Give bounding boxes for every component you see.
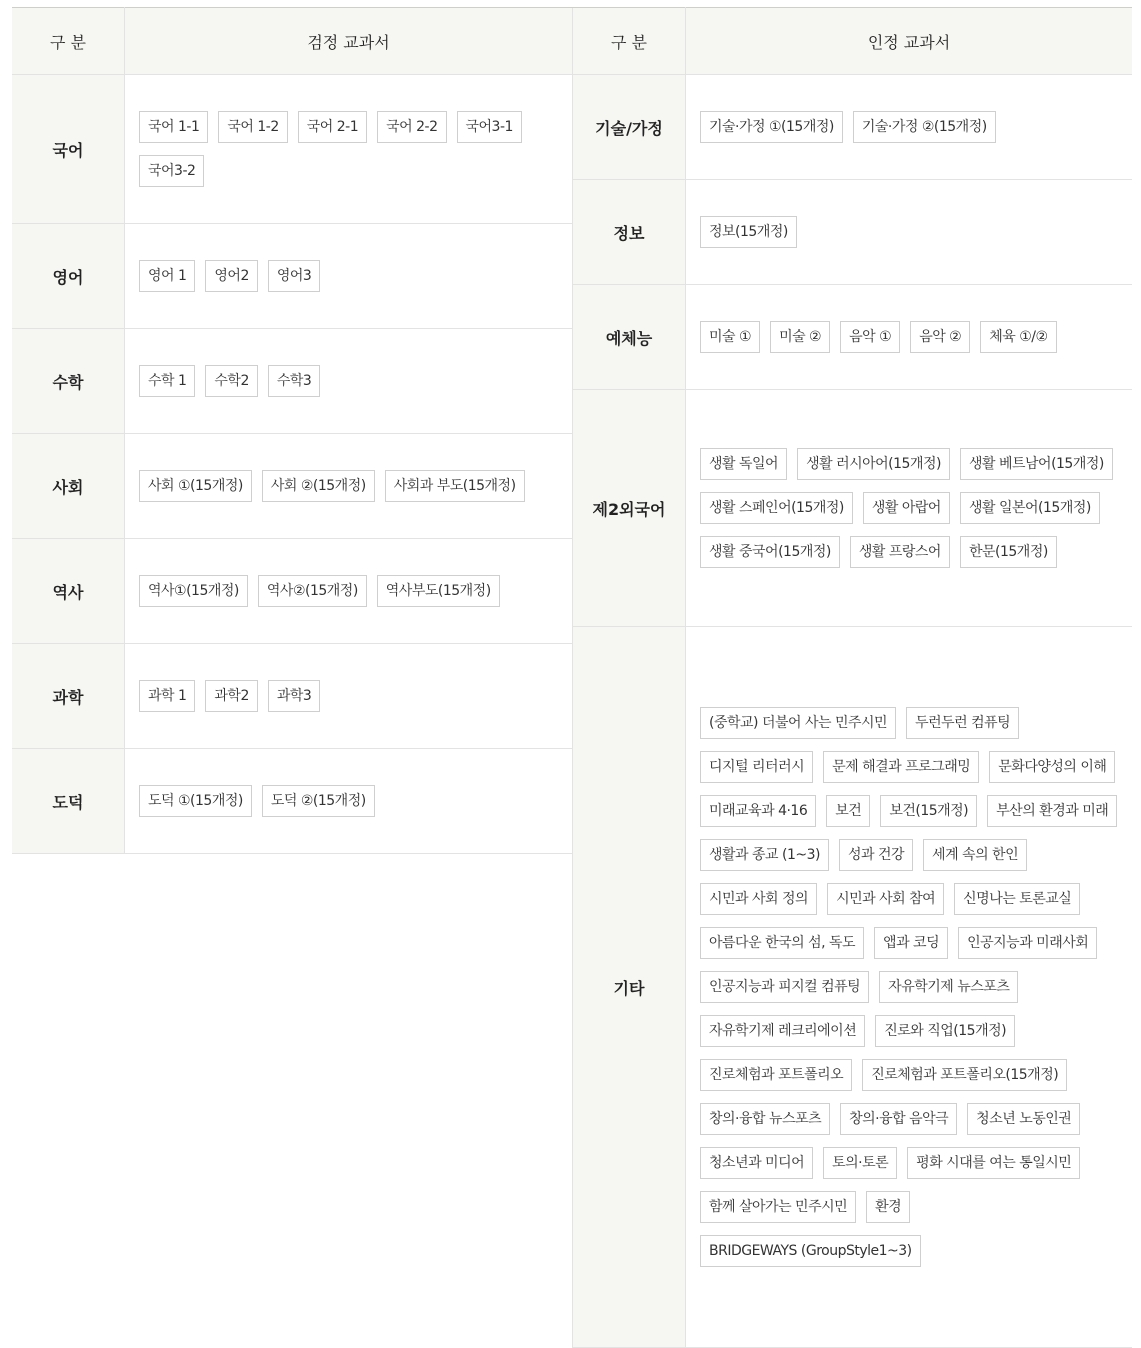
book-chip-etc[interactable]: 토의·토론	[823, 1147, 897, 1179]
book-chip-etc[interactable]: 성과 건강	[839, 839, 913, 871]
book-chip-science[interactable]: 과학 1	[139, 680, 195, 712]
book-list-second-language	[686, 390, 1133, 627]
book-list-science	[125, 644, 573, 749]
book-chip-english[interactable]: 영어2	[205, 260, 257, 292]
subject-row-english	[12, 224, 572, 329]
book-chip-etc[interactable]: 세계 속의 한인	[923, 839, 1027, 871]
table-header-row	[12, 8, 572, 75]
book-list-etc	[686, 627, 1133, 1348]
book-chip-etc[interactable]: 시민과 사회 정의	[700, 883, 817, 915]
subject-row-etc	[573, 627, 1133, 1348]
book-chip-korean[interactable]: 국어 1-2	[218, 111, 287, 143]
subject-label-etc: 기타	[573, 627, 686, 1348]
book-chip-etc[interactable]: 진로체험과 포트폴리오(15개정)	[862, 1059, 1067, 1091]
subject-row-math	[12, 329, 572, 434]
book-chip-second-language[interactable]: 생활 베트남어(15개정)	[960, 448, 1113, 480]
subject-label-tech-home: 기술/가정	[573, 75, 686, 180]
book-chip-etc[interactable]: 자유학기제 레크리에이션	[700, 1015, 865, 1047]
book-chip-etc[interactable]: 창의·융합 음악극	[840, 1103, 957, 1135]
book-chip-math[interactable]: 수학 1	[139, 365, 195, 397]
book-chip-social[interactable]: 사회과 부도(15개정)	[385, 470, 525, 502]
book-chip-tech-home[interactable]: 기술·가정 ②(15개정)	[853, 111, 996, 143]
book-chip-etc[interactable]: 문제 해결과 프로그래밍	[823, 751, 979, 783]
book-list-history	[125, 539, 573, 644]
subject-label-science: 과학	[12, 644, 125, 749]
book-chip-etc[interactable]: 부산의 환경과 미래	[987, 795, 1117, 827]
book-list-tech-home	[686, 75, 1133, 180]
book-chip-etc[interactable]: 진로와 직업(15개정)	[875, 1015, 1015, 1047]
subject-row-arts-pe	[573, 285, 1133, 390]
certified-textbook-table	[12, 7, 572, 854]
subject-label-ethics: 도덕	[12, 749, 125, 854]
category-header: 구 분	[12, 8, 125, 75]
category-header: 구 분	[573, 8, 686, 75]
table-header-row	[573, 8, 1133, 75]
book-chip-etc[interactable]: (중학교) 더불어 사는 민주시민	[700, 707, 896, 739]
book-chip-korean[interactable]: 국어 2-2	[377, 111, 446, 143]
subject-label-second-language: 제2외국어	[573, 390, 686, 627]
book-chip-etc[interactable]: 자유학기제 뉴스포츠	[879, 971, 1018, 1003]
book-chip-history[interactable]: 역사②(15개정)	[258, 575, 367, 607]
book-chip-second-language[interactable]: 생활 러시아어(15개정)	[797, 448, 950, 480]
book-chip-etc[interactable]: 진로체험과 포트폴리오	[700, 1059, 852, 1091]
book-chip-informatics[interactable]: 정보(15개정)	[700, 216, 797, 248]
subject-row-ethics	[12, 749, 572, 854]
book-chip-second-language[interactable]: 생활 중국어(15개정)	[700, 536, 840, 568]
book-chip-etc[interactable]: 신명나는 토론교실	[954, 883, 1080, 915]
book-chip-arts-pe[interactable]: 미술 ②	[770, 321, 830, 353]
subject-row-second-language	[573, 390, 1133, 627]
book-chip-etc[interactable]: 창의·융합 뉴스포츠	[700, 1103, 830, 1135]
subject-row-history	[12, 539, 572, 644]
book-chip-ethics[interactable]: 도덕 ②(15개정)	[262, 785, 375, 817]
book-chip-second-language[interactable]: 한문(15개정)	[960, 536, 1057, 568]
authorized-textbook-header: 인정 교과서	[686, 8, 1133, 75]
subject-label-arts-pe: 예체능	[573, 285, 686, 390]
book-list-social	[125, 434, 573, 539]
book-chip-etc[interactable]: BRIDGEWAYS (GroupStyle1~3)	[700, 1235, 921, 1267]
book-list-math	[125, 329, 573, 434]
book-chip-etc[interactable]: 인공지능과 미래사회	[958, 927, 1097, 959]
subject-label-informatics: 정보	[573, 180, 686, 285]
book-chip-history[interactable]: 역사①(15개정)	[139, 575, 248, 607]
subject-label-korean: 국어	[12, 75, 125, 224]
subject-label-social: 사회	[12, 434, 125, 539]
book-chip-english[interactable]: 영어 1	[139, 260, 195, 292]
book-chip-etc[interactable]: 보건	[826, 795, 870, 827]
book-chip-history[interactable]: 역사부도(15개정)	[377, 575, 500, 607]
book-chip-math[interactable]: 수학2	[205, 365, 257, 397]
book-chip-social[interactable]: 사회 ①(15개정)	[139, 470, 252, 502]
book-chip-etc[interactable]: 앱과 코딩	[874, 927, 948, 959]
book-chip-korean[interactable]: 국어3-2	[139, 155, 204, 187]
subject-row-informatics	[573, 180, 1133, 285]
subject-row-tech-home	[573, 75, 1133, 180]
book-chip-arts-pe[interactable]: 미술 ①	[700, 321, 760, 353]
book-chip-etc[interactable]: 평화 시대를 여는 통일시민	[907, 1147, 1080, 1179]
book-chip-etc[interactable]: 두런두런 컴퓨팅	[906, 707, 1019, 739]
subject-label-history: 역사	[12, 539, 125, 644]
book-chip-etc[interactable]: 청소년 노동인권	[967, 1103, 1080, 1135]
book-chip-math[interactable]: 수학3	[268, 365, 320, 397]
book-chip-english[interactable]: 영어3	[268, 260, 320, 292]
authorized-textbook-table	[572, 7, 1132, 1348]
book-list-english	[125, 224, 573, 329]
book-chip-korean[interactable]: 국어 1-1	[139, 111, 208, 143]
book-chip-korean[interactable]: 국어3-1	[457, 111, 522, 143]
book-chip-second-language[interactable]: 생활 일본어(15개정)	[960, 492, 1100, 524]
book-chip-second-language[interactable]: 생활 아랍어	[863, 492, 950, 524]
book-chip-etc[interactable]: 환경	[866, 1191, 910, 1223]
book-chip-second-language[interactable]: 생활 독일어	[700, 448, 787, 480]
book-chip-tech-home[interactable]: 기술·가정 ①(15개정)	[700, 111, 843, 143]
book-chip-science[interactable]: 과학2	[205, 680, 257, 712]
book-list-arts-pe	[686, 285, 1133, 390]
book-chip-second-language[interactable]: 생활 스페인어(15개정)	[700, 492, 853, 524]
book-chip-etc[interactable]: 함께 살아가는 민주시민	[700, 1191, 856, 1223]
subject-label-math: 수학	[12, 329, 125, 434]
book-chip-etc[interactable]: 인공지능과 피지컬 컴퓨팅	[700, 971, 869, 1003]
certified-textbook-header: 검정 교과서	[125, 8, 573, 75]
book-list-korean	[125, 75, 573, 224]
certified-textbook-table-panel	[12, 7, 572, 854]
book-chip-social[interactable]: 사회 ②(15개정)	[262, 470, 375, 502]
book-chip-arts-pe[interactable]: 음악 ①	[840, 321, 900, 353]
book-chip-etc[interactable]: 문화다양성의 이해	[989, 751, 1115, 783]
book-chip-etc[interactable]: 청소년과 미디어	[700, 1147, 813, 1179]
book-list-informatics	[686, 180, 1133, 285]
book-chip-arts-pe[interactable]: 음악 ②	[910, 321, 970, 353]
book-chip-ethics[interactable]: 도덕 ①(15개정)	[139, 785, 252, 817]
book-list-ethics	[125, 749, 573, 854]
authorized-textbook-table-panel	[572, 7, 1132, 1348]
book-chip-science[interactable]: 과학3	[268, 680, 320, 712]
book-chip-etc[interactable]: 생활과 종교 (1~3)	[700, 839, 829, 871]
subject-row-science	[12, 644, 572, 749]
subject-label-english: 영어	[12, 224, 125, 329]
subject-row-korean	[12, 75, 572, 224]
book-chip-korean[interactable]: 국어 2-1	[298, 111, 367, 143]
subject-row-social	[12, 434, 572, 539]
book-chip-etc[interactable]: 미래교육과 4·16	[700, 795, 816, 827]
book-chip-etc[interactable]: 아름다운 한국의 섬, 독도	[700, 927, 864, 959]
book-chip-second-language[interactable]: 생활 프랑스어	[850, 536, 950, 568]
book-chip-etc[interactable]: 시민과 사회 참여	[827, 883, 944, 915]
book-chip-etc[interactable]: 디지털 리터러시	[700, 751, 813, 783]
book-chip-arts-pe[interactable]: 체육 ①/②	[980, 321, 1056, 353]
book-chip-etc[interactable]: 보건(15개정)	[880, 795, 977, 827]
